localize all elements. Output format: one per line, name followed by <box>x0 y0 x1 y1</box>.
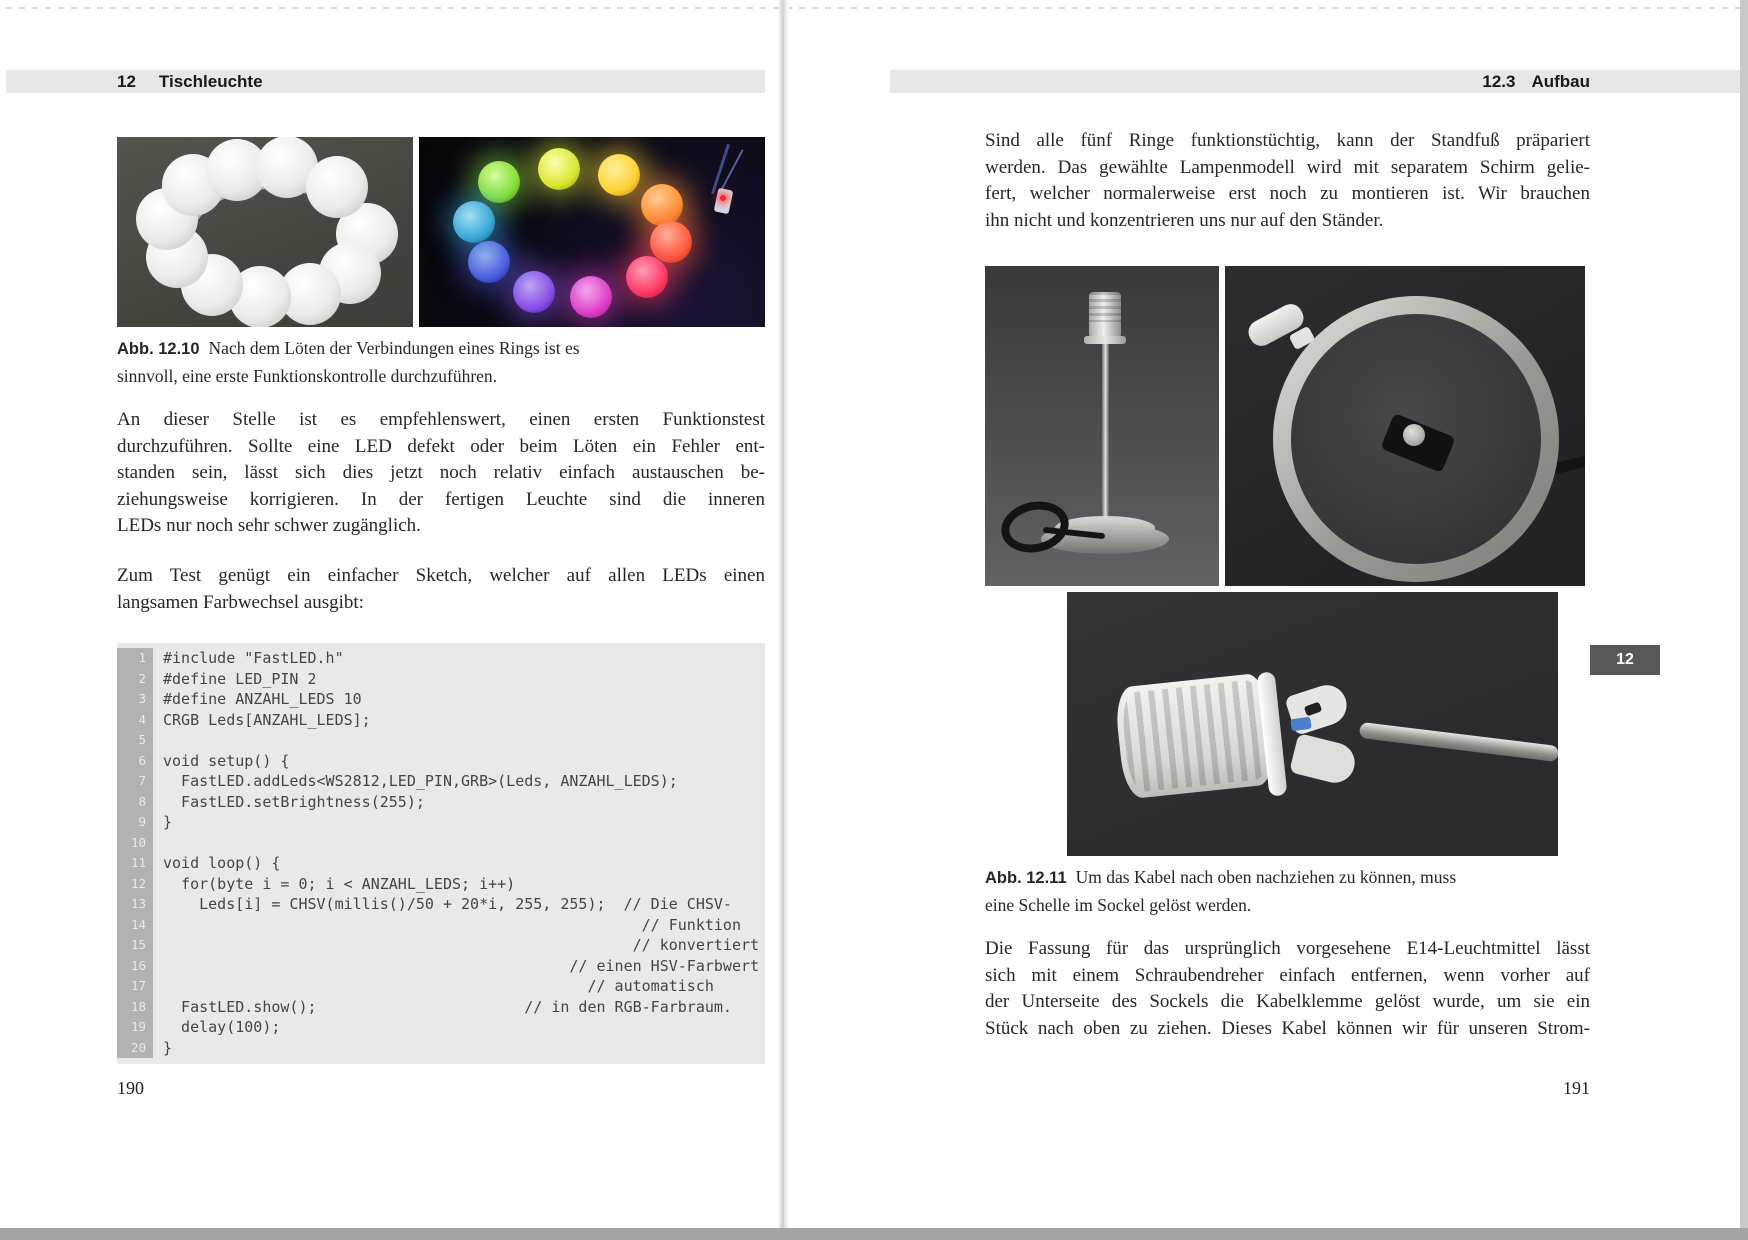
ball <box>306 156 368 218</box>
text-line: Stück nach oben zu ziehen. Dieses Kabel können wir für unseren Strom- <box>985 1017 1590 1039</box>
code-line <box>117 689 765 710</box>
figure-photo-rgb-led-ring <box>419 137 765 327</box>
right-page-header-bar <box>890 70 1748 93</box>
text-line: sich mit einem Schraubendreher einfach entfernen, wenn vorher auf <box>985 964 1590 986</box>
led-magenta <box>570 276 612 318</box>
code-line-text: #define ANZAHL_LEDS 10 <box>163 690 362 708</box>
led-pink <box>626 256 668 298</box>
code-line-number: 20 <box>117 1038 153 1059</box>
figure-photo-socket-closeup <box>1067 592 1558 856</box>
right-paragraph-2 <box>985 936 1590 1042</box>
code-line <box>117 833 765 854</box>
code-line <box>117 669 765 690</box>
text-line: werden. Das gewählte Lampenmodell wird mit separatem Schirm gelie- <box>985 156 1590 178</box>
code-line <box>117 935 765 956</box>
text-line: langsamen Farbwechsel ausgibt: <box>117 591 364 613</box>
metal-rod <box>1359 722 1558 762</box>
code-line <box>117 956 765 977</box>
code-line-text: delay(100); <box>163 1018 281 1036</box>
code-line-text: } <box>163 813 173 831</box>
code-line-number: 9 <box>117 812 153 833</box>
page-gutter <box>779 0 789 1240</box>
led-orange <box>641 184 683 226</box>
code-line-number: 19 <box>117 1017 153 1038</box>
scan-bottom-edge <box>0 1228 1748 1240</box>
power-led <box>720 195 726 201</box>
code-line <box>117 792 765 813</box>
right-paragraph-1 <box>985 128 1590 234</box>
code-line <box>117 710 765 731</box>
code-line-number: 7 <box>117 771 153 792</box>
figure-photo-white-led-ring <box>117 137 413 327</box>
code-line-text: // konvertiert <box>163 936 760 954</box>
code-line <box>117 730 765 751</box>
led-green <box>478 161 520 203</box>
text-line: Die Fassung für das ursprünglich vorgesehene E14-Leuchtmittel lässt <box>985 938 1590 959</box>
code-line-number: 16 <box>117 956 153 977</box>
section-number: 12.3 <box>1482 71 1516 91</box>
code-line-text: void setup() { <box>163 751 290 770</box>
code-line <box>117 648 765 669</box>
code-line-text: Leds[i] = CHSV(millis()/50 + 20*i, 255, 255); // Die CHSV- <box>163 895 732 913</box>
code-line-text: #include "FastLED.h" <box>163 649 344 667</box>
code-line-number: 10 <box>117 833 153 854</box>
code-line <box>117 894 765 915</box>
figure-label: Abb. 12.11 <box>985 869 1067 887</box>
code-line-number: 8 <box>117 792 153 813</box>
code-line <box>117 771 765 792</box>
figure-photo-lamp-stand <box>985 266 1219 586</box>
code-line-text: FastLED.show(); // in den RGB-Farbraum. <box>163 997 732 1016</box>
text-line: ihn nicht und konzentrieren uns nur auf den Ständer. <box>985 209 1384 231</box>
text-line: An dieser Stelle ist es empfehlenswert, einen ersten Funktionstest <box>117 409 765 430</box>
text-line: Zum Test genügt ein einfacher Sketch, welcher auf allen LEDs einen <box>117 565 765 586</box>
text-line: LEDs nur noch sehr schwer zugänglich. <box>117 515 421 536</box>
code-line-text: for(byte i = 0; i < ANZAHL_LEDS; i++) <box>163 874 516 893</box>
code-line-number: 12 <box>117 874 153 895</box>
code-line-text: CRGB Leds[ANZAHL_LEDS]; <box>163 710 371 729</box>
code-line <box>117 812 765 833</box>
code-line-text: FastLED.setBrightness(255); <box>163 792 425 811</box>
page-number-left: 190 <box>117 1078 144 1098</box>
code-line <box>117 1017 765 1038</box>
scan-right-edge <box>1740 0 1748 1240</box>
text-line: ziehungsweise korrigieren. In der fertigen Leuchte sind die inneren <box>117 488 765 510</box>
text-line: fert, welcher normalerweise erst noch zu montieren ist. Wir brauchen <box>985 183 1590 204</box>
code-line-text: // automatisch <box>163 977 714 995</box>
code-line <box>117 915 765 936</box>
figure-photo-base-underside <box>1225 266 1585 586</box>
text-line: standen sein, lässt sich dies jetzt noch relativ einfach austauschen be- <box>117 462 765 483</box>
code-line-text <box>153 833 163 854</box>
code-line-text: // einen HSV-Farbwert <box>163 956 760 975</box>
code-line-number: 5 <box>117 730 153 751</box>
code-line-number: 14 <box>117 915 153 936</box>
code-line <box>117 853 765 874</box>
page-number-right: 191 <box>1563 1078 1590 1098</box>
socket-threads <box>1089 292 1121 322</box>
code-line-number: 2 <box>117 669 153 690</box>
led-teal <box>453 201 495 243</box>
code-line-number: 3 <box>117 689 153 710</box>
caption-line: Nach dem Löten der Verbindungen eines Rings ist es <box>208 338 580 358</box>
led-violet <box>513 271 555 313</box>
caption-line: Um das Kabel nach oben nachziehen zu können, muss <box>1075 867 1457 887</box>
caption-line: eine Schelle im Sockel gelöst werden. <box>985 895 1252 915</box>
socket-claw <box>1289 733 1359 787</box>
text-line: durchzuführen. Sollte eine LED defekt oder beim Löten ein Fehler ent- <box>117 435 765 457</box>
chapter-number: 12 <box>117 71 136 91</box>
figure-label: Abb. 12.10 <box>117 340 200 358</box>
code-line-number: 17 <box>117 976 153 997</box>
figure-caption-12-10 <box>117 335 765 390</box>
led-yellow <box>598 154 640 196</box>
code-line-text: FastLED.addLeds<WS2812,LED_PIN,GRB>(Leds, ANZAHL_LEDS); <box>163 772 678 790</box>
code-line-number: 18 <box>117 997 153 1018</box>
figure-caption-12-11 <box>985 864 1590 919</box>
code-line-number: 6 <box>117 751 153 772</box>
section-title: Aufbau <box>1531 71 1590 91</box>
page-top-edge <box>6 7 1740 9</box>
code-line-number: 15 <box>117 935 153 956</box>
chapter-title: Tischleuchte <box>158 71 263 91</box>
code-line <box>117 976 765 997</box>
code-line-number: 1 <box>117 648 153 669</box>
code-line <box>117 874 765 895</box>
code-line-text: #define LED_PIN 2 <box>163 669 317 688</box>
left-paragraph-2 <box>117 563 765 616</box>
code-line <box>117 751 765 772</box>
left-page-header-bar <box>6 70 765 93</box>
led-redorange <box>650 221 692 263</box>
code-line-number: 13 <box>117 894 153 915</box>
left-paragraph-1 <box>117 407 765 540</box>
led-blue <box>468 241 510 283</box>
led-yellowgreen <box>538 148 580 190</box>
code-line-text <box>153 730 163 751</box>
clamp-screw <box>1403 424 1425 446</box>
chapter-edge-tab: 12 <box>1590 645 1660 675</box>
code-line-number: 4 <box>117 710 153 731</box>
code-line-text: } <box>163 1038 173 1057</box>
text-line: Sind alle fünf Ringe funktionstüchtig, kann der Standfuß präpariert <box>985 130 1590 151</box>
socket-collar <box>1084 336 1126 344</box>
socket-ribs <box>1120 679 1270 793</box>
text-line: der Unterseite des Sockels die Kabelklemme gelöst wurde, um sie ein <box>985 991 1590 1012</box>
code-line <box>117 1038 765 1059</box>
code-line-text: void loop() { <box>163 854 281 872</box>
code-line-text: // Funktion <box>163 915 741 934</box>
connector <box>714 188 734 215</box>
caption-line: sinnvoll, eine erste Funktionskontrolle durchzuführen. <box>117 366 498 386</box>
code-listing <box>117 643 765 1064</box>
code-line-number: 11 <box>117 853 153 874</box>
lamp-rod <box>1102 344 1109 530</box>
code-line <box>117 997 765 1018</box>
